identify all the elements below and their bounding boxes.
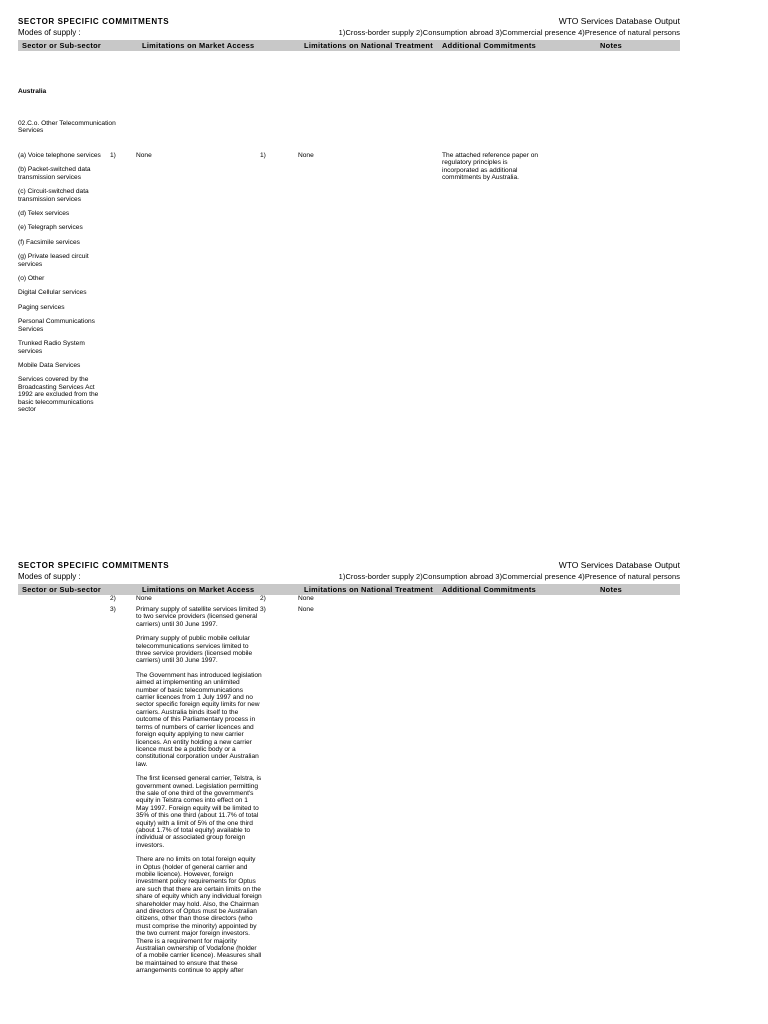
list-item: (e) Telegraph services (18, 224, 83, 232)
modes-list: 1)Cross-border supply 2)Consumption abroad 3)Commercial presence 4)Presence of natural persons (338, 28, 680, 37)
nt-mode-3-label: 3) (260, 606, 266, 613)
market-access-paragraph: Primary supply of public mobile cellular telecommunications services limited to three service providers (licensed mobile carriers) until 30 June 1997. (136, 635, 253, 665)
mode-3-label: 3) (110, 606, 116, 613)
column-header-bar (18, 584, 680, 595)
national-treatment-mode-1: None (298, 152, 314, 159)
list-item: Trunked Radio System services (18, 340, 85, 355)
col-additional-header: Additional Commitments (442, 41, 537, 50)
list-item: (d) Telex services (18, 210, 70, 218)
list-item: Services covered by the Broadcasting Services Act 1992 are excluded from the basic telecommunications sector (18, 376, 99, 413)
source-label: WTO Services Database Output (558, 560, 680, 570)
country-name: Australia (18, 88, 47, 95)
list-item: (b) Packet-switched data transmission services (18, 166, 91, 181)
market-access-paragraph: The first licensed general carrier, Telstra, is government owned. Legislation permitting the sale of one third of the government's equity in Telstra comes into effect on 1 May 1997. Foreign equity will be limited to 35% of this one third (about 11.7% of total equity) with a limit of 5% of the one third (about 1.7% of total equity) available to individual or associated group foreign investors. (136, 775, 262, 849)
market-access-paragraph: The Government has introduced legislation aimed at implementing an unlimited number of basic telecommunications carrier licences from 1 July 1997 and no sector specific foreign equity limits for new carriers. Australia binds itself to the outcome of this Parliamentary process in terms of numbers of carrier licences and foreign equity applying to new carrier licences. An entity holding a new carrier licence must be a public body or a constitutional corporation under Australian law. (136, 671, 262, 768)
col-national-treatment-header: Limitations on National Treatment (304, 585, 433, 594)
col-notes-header: Notes (600, 41, 623, 50)
list-item: (o) Other (18, 275, 45, 283)
mode-1-label: 1) (110, 152, 116, 159)
page-title: SECTOR SPECIFIC COMMITMENTS (18, 17, 170, 26)
modes-label: Modes of supply : (18, 572, 81, 581)
list-item: Paging services (18, 303, 65, 311)
col-additional-header: Additional Commitments (442, 585, 537, 594)
modes-label: Modes of supply : (18, 28, 81, 37)
col-sector-header: Sector or Sub-sector (22, 41, 102, 50)
nt-mode-2-label: 2) (260, 595, 266, 602)
list-item: (g) Private leased circuit services (18, 253, 89, 268)
col-national-treatment-header: Limitations on National Treatment (304, 41, 433, 50)
column-header-bar (18, 40, 680, 51)
col-sector-header: Sector or Sub-sector (22, 585, 102, 594)
mode-2-label: 2) (110, 595, 116, 602)
list-item: (c) Circuit-switched data transmission services (18, 188, 89, 203)
list-item: (f) Facsimile services (18, 238, 80, 246)
page-title: SECTOR SPECIFIC COMMITMENTS (18, 561, 170, 570)
market-access-mode-1: None (136, 152, 152, 159)
nt-mode-1-label: 1) (260, 152, 266, 159)
list-item: Personal Communications Services (18, 318, 95, 333)
col-market-access-header: Limitations on Market Access (142, 585, 255, 594)
national-treatment-mode-3: None (298, 606, 314, 613)
list-item: Mobile Data Services (18, 361, 81, 369)
market-access-mode-3 (136, 606, 262, 982)
list-item: (a) Voice telephone services (18, 152, 101, 159)
market-access-paragraph: Primary supply of satellite services limited to two service providers (licensed general carriers) until 30 June 1997. (136, 606, 259, 628)
col-market-access-header: Limitations on Market Access (142, 41, 255, 50)
market-access-paragraph: There are no limits on total foreign equity in Optus (holder of general carrier and mobile licence). However, foreign investment policy requirements for Optus are such that there are certain limits on the share of equity which any individual foreign shareholder may hold. Also, the Chairman and directors of Optus must be Australian citizens, other than those directors (who must comprise the minority) appointed by the two current major foreign investors. There is a requirement for majority Australian ownership of Vodafone (holder of a mobile carrier licence). Measures shall be maintained to ensure that these arrangements continue to apply after (136, 856, 262, 975)
national-treatment-mode-2: None (298, 595, 314, 602)
source-label: WTO Services Database Output (558, 16, 680, 26)
market-access-mode-2: None (136, 595, 152, 602)
col-notes-header: Notes (600, 585, 623, 594)
sector-list (18, 152, 110, 420)
sector-heading: 02.C.o. Other Telecommunication Services (18, 120, 116, 135)
additional-commitments: The attached reference paper on regulatory principles is incorporated as additional commitments by Australia. (442, 152, 539, 182)
list-item: Digital Cellular services (18, 289, 87, 297)
modes-list: 1)Cross-border supply 2)Consumption abroad 3)Commercial presence 4)Presence of natural persons (338, 572, 680, 581)
